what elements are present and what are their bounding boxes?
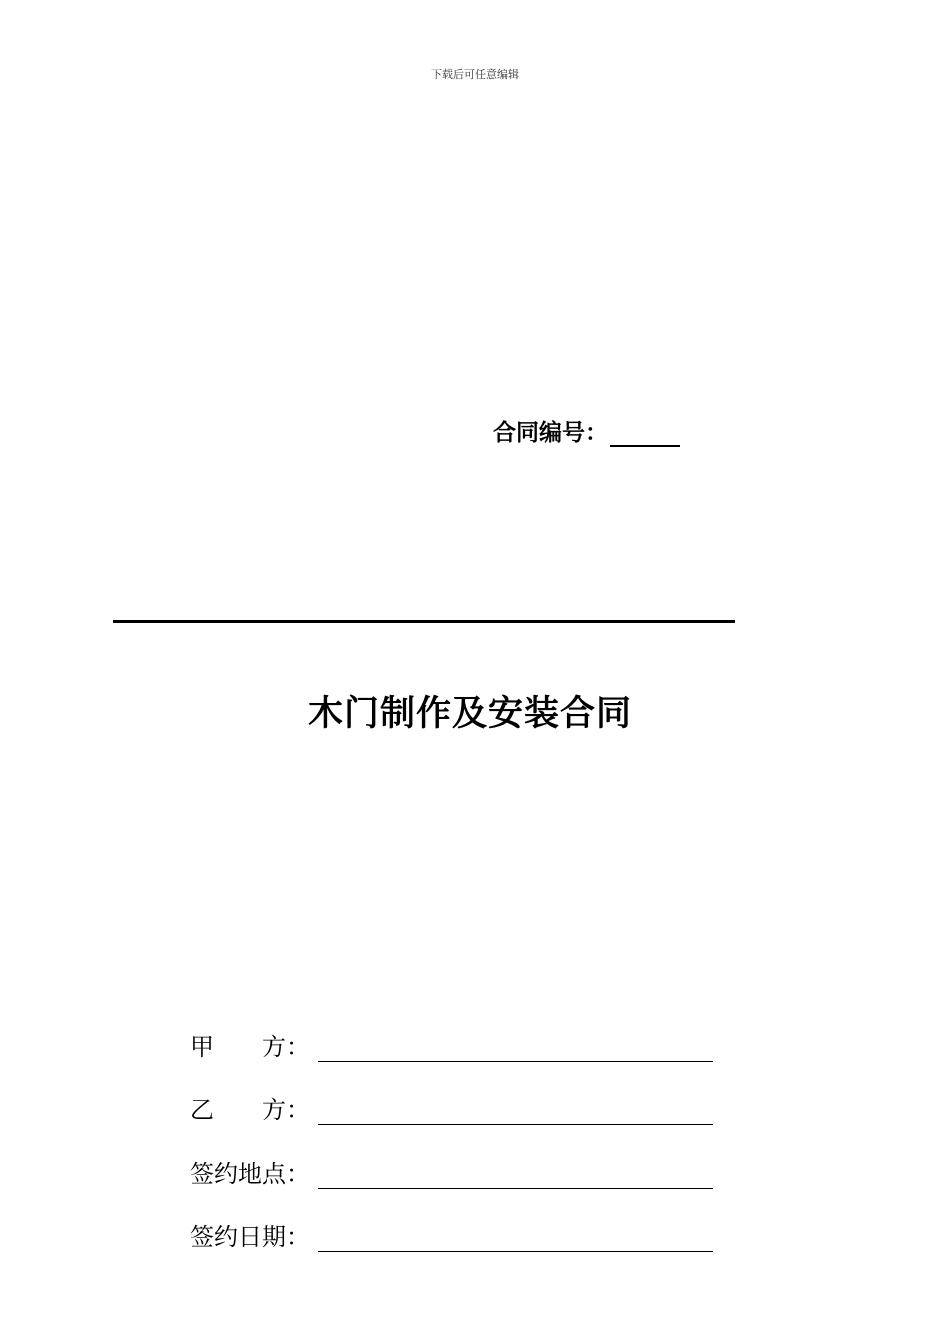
signing-date-blank bbox=[318, 1251, 713, 1252]
party-a-blank bbox=[318, 1061, 713, 1062]
party-a-field bbox=[190, 1026, 720, 1062]
title-rule bbox=[113, 620, 735, 623]
party-b-blank bbox=[318, 1124, 713, 1125]
signing-place-field bbox=[190, 1153, 720, 1189]
signing-place-blank bbox=[318, 1188, 713, 1189]
party-b-label: 乙 方： bbox=[190, 1096, 310, 1124]
document-title: 木门制作及安装合同 bbox=[307, 694, 632, 734]
party-a-label: 甲 方： bbox=[190, 1033, 310, 1061]
header-note: 下载后可任意编辑 bbox=[431, 68, 519, 81]
signing-date-field bbox=[190, 1216, 720, 1252]
contract-number-blank bbox=[610, 421, 680, 447]
party-b-field bbox=[190, 1089, 720, 1125]
signing-place-label: 签约地点： bbox=[190, 1160, 310, 1188]
contract-number-label: 合同编号： bbox=[493, 420, 608, 446]
contract-number bbox=[493, 414, 680, 447]
signing-date-label: 签约日期： bbox=[190, 1223, 310, 1251]
